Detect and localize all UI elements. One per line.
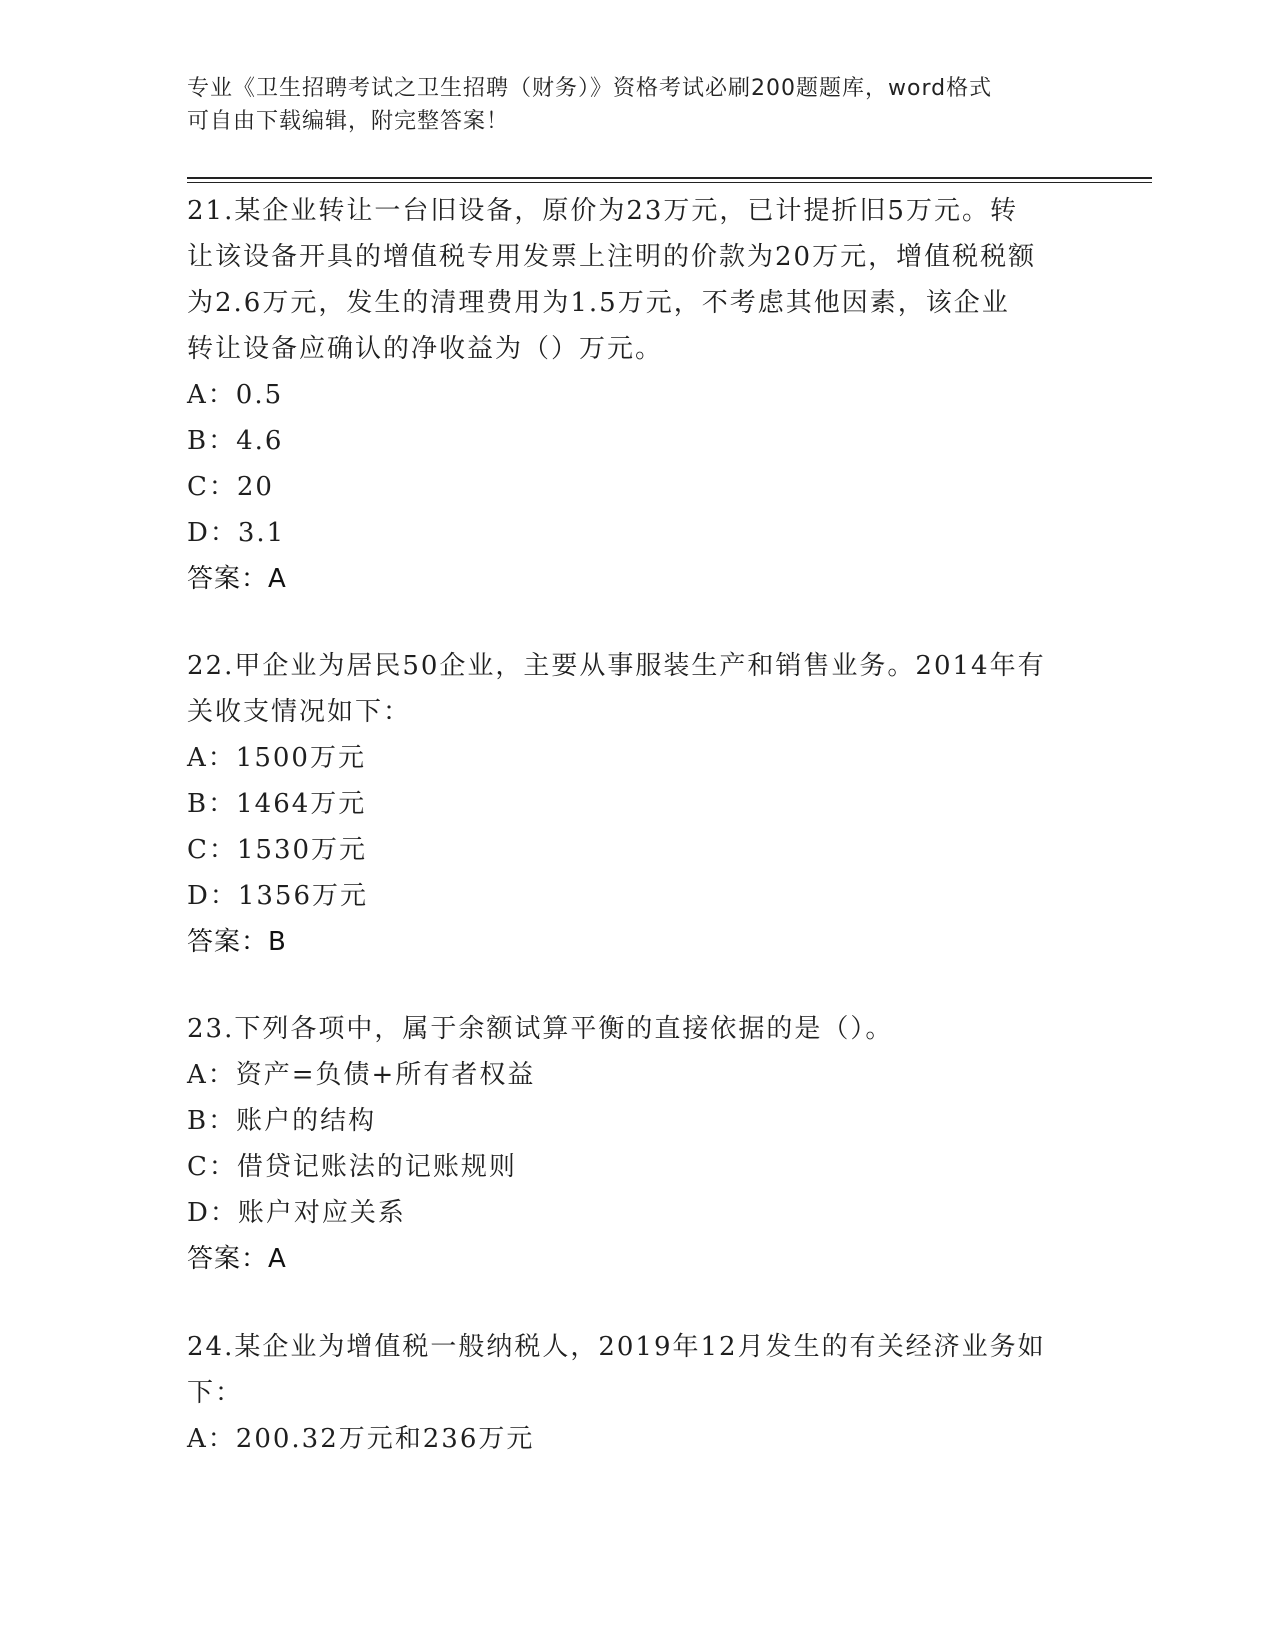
option-c: C：借贷记账法的记账规则 xyxy=(187,1152,517,1182)
header-divider xyxy=(187,177,1152,179)
option-c: C：20 xyxy=(187,472,274,502)
question-23 xyxy=(187,1006,1087,1282)
question-stem xyxy=(187,188,1087,372)
question-stem xyxy=(187,1006,1087,1052)
option-list xyxy=(187,735,1087,919)
stem-line: 为2.6万元，发生的清理费用为1.5万元，不考虑其他因素，该企业 xyxy=(187,288,1010,318)
question-21 xyxy=(187,188,1087,602)
option-b: B：1464万元 xyxy=(187,789,367,819)
option-list xyxy=(187,372,1087,556)
header-line: 可自由下载编辑，附完整答案！ xyxy=(187,109,510,134)
stem-line: 24.某企业为增值税一般纳税人，2019年12月发生的有关经济业务如 xyxy=(187,1332,1046,1362)
stem-line: 让该设备开具的增值税专用发票上注明的价款为20万元，增值税税额 xyxy=(187,242,1037,272)
header-divider-thin xyxy=(187,182,1152,183)
option-b: B：账户的结构 xyxy=(187,1106,377,1136)
option-list xyxy=(187,1052,1087,1236)
option-a: A：1500万元 xyxy=(187,743,366,773)
option-a: A：资产=负债+所有者权益 xyxy=(187,1060,536,1090)
header-line: 专业《卫生招聘考试之卫生招聘（财务）》资格考试必刷200题题库，word格式 xyxy=(187,76,993,101)
option-list xyxy=(187,1416,1087,1462)
stem-line: 23.下列各项中，属于余额试算平衡的直接依据的是（）。 xyxy=(187,1014,894,1044)
question-22 xyxy=(187,643,1087,965)
stem-line: 21.某企业转让一台旧设备，原价为23万元，已计提折旧5万元。转 xyxy=(187,196,1018,226)
stem-line: 22.甲企业为居民50企业，主要从事服装生产和销售业务。2014年有 xyxy=(187,651,1046,681)
option-b: B：4.6 xyxy=(187,426,284,456)
option-d: D：账户对应关系 xyxy=(187,1198,406,1228)
option-a: A：0.5 xyxy=(187,380,284,410)
answer: 答案：A xyxy=(187,564,287,594)
option-a: A：200.32万元和236万元 xyxy=(187,1424,535,1454)
question-stem xyxy=(187,1324,1087,1416)
question-24 xyxy=(187,1324,1087,1462)
option-c: C：1530万元 xyxy=(187,835,368,865)
question-stem xyxy=(187,643,1087,735)
document-header xyxy=(187,72,1077,138)
option-d: D：3.1 xyxy=(187,518,286,548)
stem-line: 下： xyxy=(187,1378,244,1408)
option-d: D：1356万元 xyxy=(187,881,369,911)
stem-line: 转让设备应确认的净收益为（）万元。 xyxy=(187,334,664,364)
answer: 答案：A xyxy=(187,1244,287,1274)
answer: 答案：B xyxy=(187,927,287,957)
stem-line: 关收支情况如下： xyxy=(187,697,412,727)
